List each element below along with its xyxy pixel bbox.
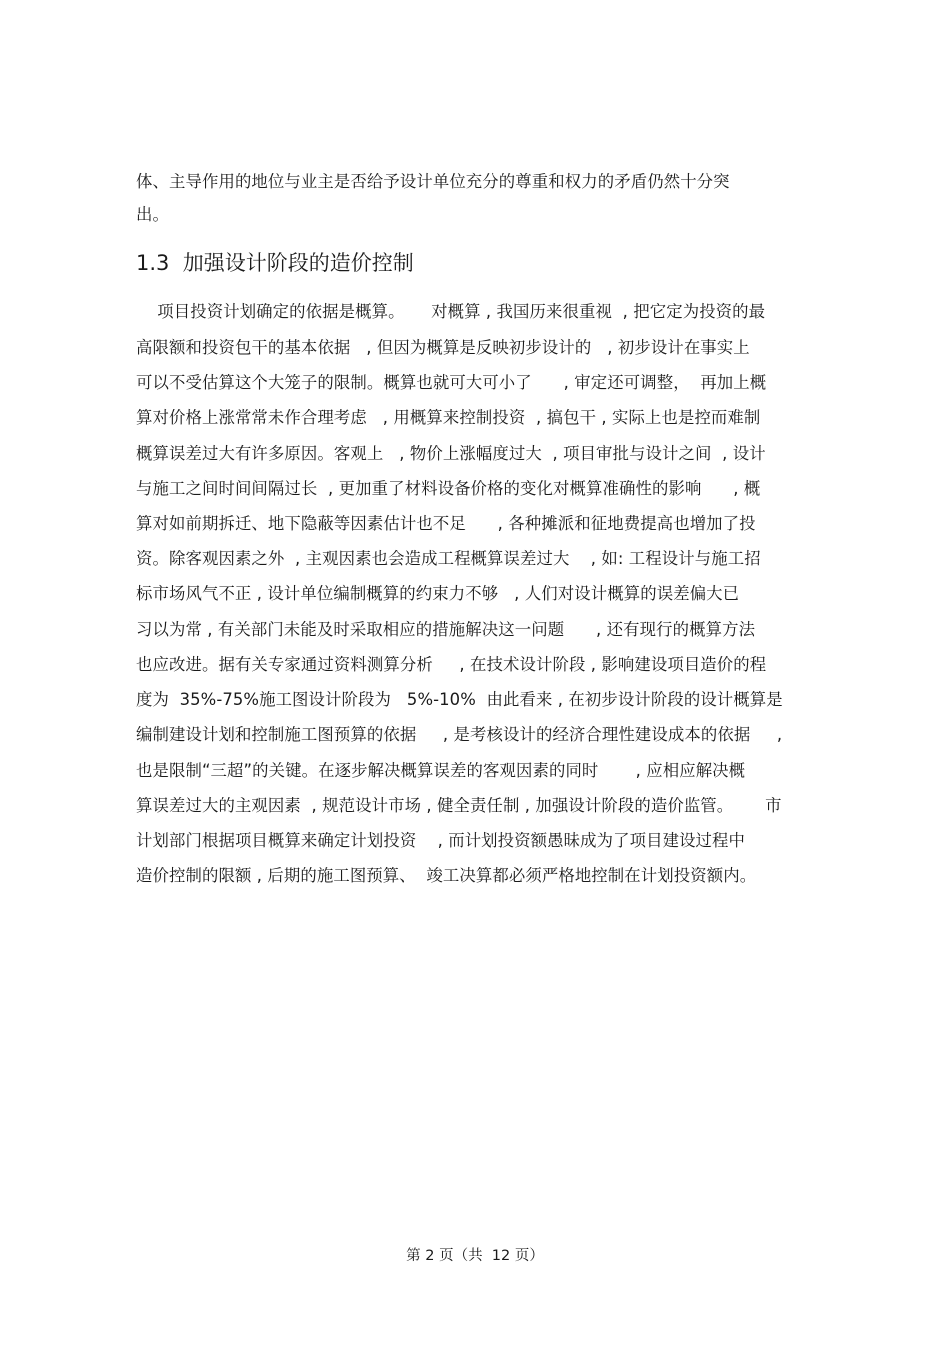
body-line: 也应改进。据有关专家通过资料测算分析 , 在技术设计阶段 , 影响建设项目造价的程 bbox=[136, 655, 767, 674]
body-line: 习以为常 , 有关部门未能及时采取相应的措施解决这一问题 , 还有现行的概算方法 bbox=[136, 620, 756, 639]
body-line: 可以不受估算这个大笼子的限制。概算也就可大可小了 , 审定还可调整， 再加上概 bbox=[136, 373, 767, 392]
intro-line: 体、主导作用的地位与业主是否给予设计单位充分的尊重和权力的矛盾仍然十分突 bbox=[136, 172, 730, 191]
body-line: 算对如前期拆迁、地下隐蔽等因素估计也不足 , 各种摊派和征地费提高也增加了投 bbox=[136, 514, 756, 533]
body-line: 算误差过大的主观因素 , 规范设计市场 , 健全责任制 , 加强设计阶段的造价监管。 市 bbox=[136, 796, 782, 815]
body-line: 项目投资计划确定的依据是概算。 对概算 , 我国历来很重视 , 把它定为投资的最 bbox=[136, 302, 766, 321]
body-line: 高限额和投资包干的基本依据 , 但因为概算是反映初步设计的 , 初步设计在事实上 bbox=[136, 338, 750, 357]
intro-line: 出。 bbox=[136, 205, 169, 224]
body-line: 标市场风气不正 , 设计单位编制概算的约束力不够 , 人们对设计概算的误差偏大已 bbox=[136, 584, 740, 603]
body-line: 与施工之间时间间隔过长 , 更加重了材料设备价格的变化对概算准确性的影响 , 概 bbox=[136, 479, 761, 498]
body-line: 资。除客观因素之外 , 主观因素也会造成工程概算误差过大 , 如: 工程设计与施工招 bbox=[136, 549, 761, 568]
body-line: 概算误差过大有许多原因。客观上 , 物价上涨幅度过大 , 项目审批与设计之间 , 设计 bbox=[136, 444, 766, 463]
section-heading: 1.3 加强设计阶段的造价控制 bbox=[136, 251, 414, 275]
body-line: 造价控制的限额 , 后期的施工图预算、 竣工决算都必须严格地控制在计划投资额内。 bbox=[136, 866, 757, 885]
body-line: 度为 35%-75%施工图设计阶段为 5%-10% 由此看来 , 在初步设计阶段的设计概算是 bbox=[136, 690, 783, 709]
page-footer: 第 2 页（共 12 页） bbox=[406, 1248, 544, 1264]
body-line: 算对价格上涨常常未作合理考虑 , 用概算来控制投资 , 搞包干 , 实际上也是控而难制 bbox=[136, 408, 761, 427]
body-line: 也是限制“三超”的关键。在逐步解决概算误差的客观因素的同时 , 应相应解决概 bbox=[136, 761, 746, 780]
body-line: 编制建设计划和控制施工图预算的依据 , 是考核设计的经济合理性建设成本的依据 , bbox=[136, 725, 783, 744]
body-line: 计划部门根据项目概算来确定计划投资 , 而计划投资额愚昧成为了项目建设过程中 bbox=[136, 831, 746, 850]
